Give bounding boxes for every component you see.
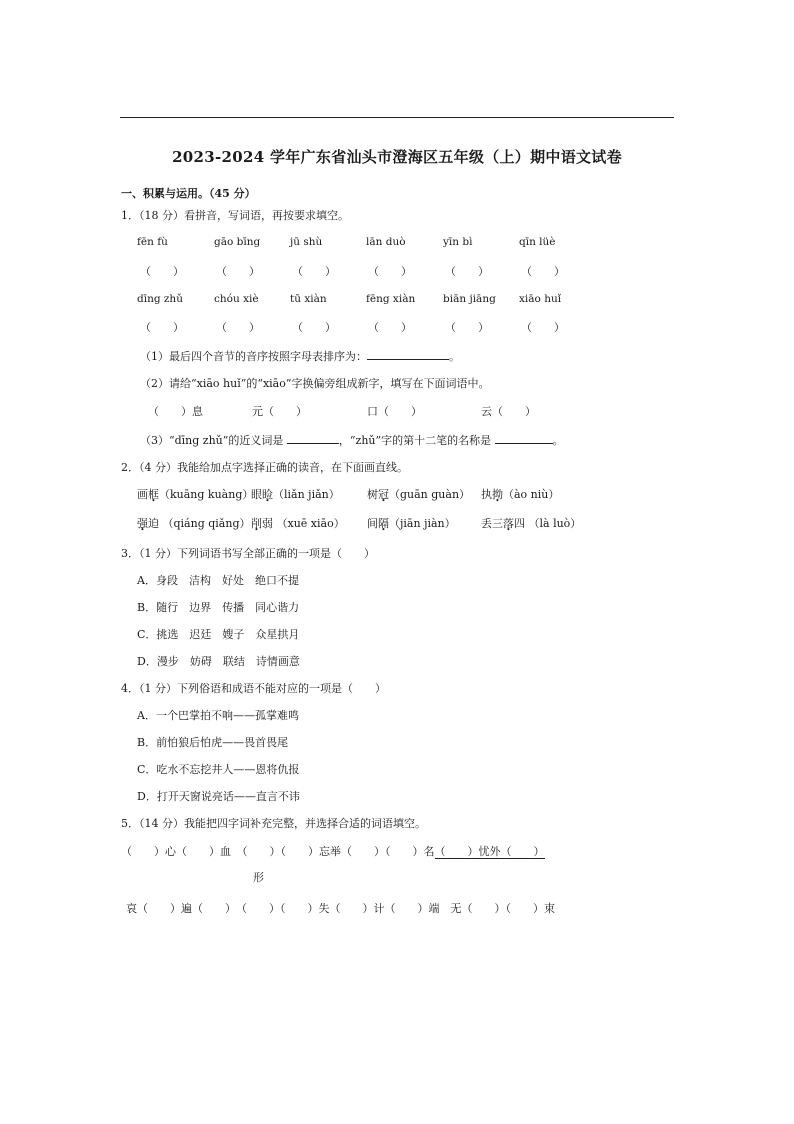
answer-blank[interactable]: （ ） bbox=[445, 265, 489, 278]
fill-word-1[interactable]: （ ）息 bbox=[148, 405, 203, 418]
q3-option-c[interactable]: C．挑选 迟廷 嫂子 众星拱月 bbox=[137, 628, 300, 641]
section-heading: 一、积累与运用。（45 分） bbox=[121, 187, 256, 200]
q2-item[interactable]: 树冠（guān guàn） bbox=[367, 488, 471, 501]
pinyin-7: dīng zhǔ bbox=[137, 293, 183, 305]
answer-blank[interactable]: （ ） bbox=[292, 321, 336, 334]
fill-line[interactable] bbox=[495, 432, 553, 444]
pinyin-9: tū xiàn bbox=[290, 293, 327, 305]
q5-stem: 5．（14 分）我能把四字词补充完整，并选择合适的词语填空。 bbox=[121, 817, 426, 830]
page-title: 2023-2024 学年广东省汕头市澄海区五年级（上）期中语文试卷 bbox=[172, 148, 622, 166]
pinyin-8: chóu xiè bbox=[214, 293, 259, 305]
fill-line[interactable] bbox=[367, 348, 449, 360]
q2-item[interactable]: 画框（kuāng kuàng） bbox=[137, 488, 254, 501]
q2-item[interactable]: 间隔（jiān jiàn） bbox=[367, 517, 456, 530]
fill-word-4[interactable]: 云（ ） bbox=[481, 405, 536, 418]
q4-option-a[interactable]: A．一个巴掌拍不响——孤掌难鸣 bbox=[137, 709, 299, 722]
q2-item[interactable]: 丢三落四 （là luò） bbox=[481, 517, 582, 530]
answer-blank[interactable]: （ ） bbox=[368, 265, 412, 278]
pinyin-6: qīn lüè bbox=[519, 236, 556, 248]
q3-option-b[interactable]: B．随行 边界 传播 同心谐力 bbox=[137, 601, 300, 614]
answer-blank[interactable]: （ ） bbox=[216, 265, 260, 278]
pinyin-5: yīn bì bbox=[443, 236, 473, 248]
answer-blank[interactable]: （ ） bbox=[140, 265, 184, 278]
fill-line[interactable] bbox=[287, 432, 339, 444]
q4-option-c[interactable]: C．吃水不忘挖井人——恩将仇报 bbox=[137, 763, 300, 776]
answer-blank[interactable]: （ ） bbox=[216, 321, 260, 334]
pinyin-10: fēng xiàn bbox=[366, 293, 416, 305]
header-rule bbox=[120, 117, 674, 118]
q5-line-2: 形 bbox=[253, 871, 264, 884]
q2-item[interactable]: 执拗（ào niù） bbox=[481, 488, 560, 501]
fill-word-2[interactable]: 元（ ） bbox=[252, 405, 307, 418]
answer-blank[interactable]: （ ） bbox=[445, 321, 489, 334]
pinyin-3: jū shù bbox=[290, 236, 323, 248]
q3-stem: 3．（1 分）下列词语书写全部正确的一项是（ ） bbox=[121, 547, 375, 560]
answer-blank[interactable]: （ ） bbox=[521, 321, 565, 334]
answer-blank[interactable]: （ ） bbox=[368, 321, 412, 334]
q4-stem: 4．（1 分）下列俗语和成语不能对应的一项是（ ） bbox=[121, 682, 386, 695]
q2-item[interactable]: 强迫 （qiáng qiǎng） bbox=[137, 517, 251, 530]
q1-sub1: （1）最后四个音节的音序按照字母表排序为： 。 bbox=[140, 350, 460, 363]
q5-line-1[interactable]: （ ）心（ ）血 （ ）（ ）忘举（ ）（ ）名（ ）忧外（ ） bbox=[121, 845, 545, 858]
q1-stem: 1．（18 分）看拼音，写词语，再按要求填空。 bbox=[121, 209, 349, 222]
q1-sub2: （2）请给“xiāo huǐ”的“xiāo”字换偏旁组成新字，填写在下面词语中。 bbox=[140, 377, 490, 390]
q3-option-a[interactable]: A．身段 洁构 好处 绝口不提 bbox=[137, 574, 299, 587]
pinyin-2: gāo bīng bbox=[214, 236, 261, 248]
q4-option-d[interactable]: D．打开天窗说亮话——直言不讳 bbox=[137, 790, 300, 803]
pinyin-11: biān jiāng bbox=[443, 293, 496, 305]
answer-blank[interactable]: （ ） bbox=[521, 265, 565, 278]
q4-option-b[interactable]: B．前怕狼后怕虎——畏首畏尾 bbox=[137, 736, 289, 749]
q1-sub3: （3）“dīng zhǔ”的近义词是 ，“zhǔ”字的第十二笔的名称是 。 bbox=[140, 434, 564, 447]
q2-item[interactable]: 削弱 （xuē xiāo） bbox=[251, 517, 345, 530]
q2-stem: 2．（4 分）我能给加点字选择正确的读音，在下面画直线。 bbox=[121, 461, 408, 474]
q3-option-d[interactable]: D．漫步 妨碍 联结 诗情画意 bbox=[137, 655, 300, 668]
answer-blank[interactable]: （ ） bbox=[140, 321, 184, 334]
fill-word-3[interactable]: 口（ ） bbox=[367, 405, 422, 418]
q2-item[interactable]: 眼睑（liǎn jiǎn） bbox=[251, 488, 340, 501]
pinyin-12: xiāo huǐ bbox=[519, 293, 562, 305]
answer-blank[interactable]: （ ） bbox=[292, 265, 336, 278]
pinyin-1: fēn fù bbox=[137, 236, 168, 248]
pinyin-4: lān duò bbox=[366, 236, 406, 248]
q5-line-3[interactable]: 哀（ ）遍（ ） （ ）（ ）失（ ）计（ ）端 无（ ）（ ）束 bbox=[126, 902, 555, 915]
